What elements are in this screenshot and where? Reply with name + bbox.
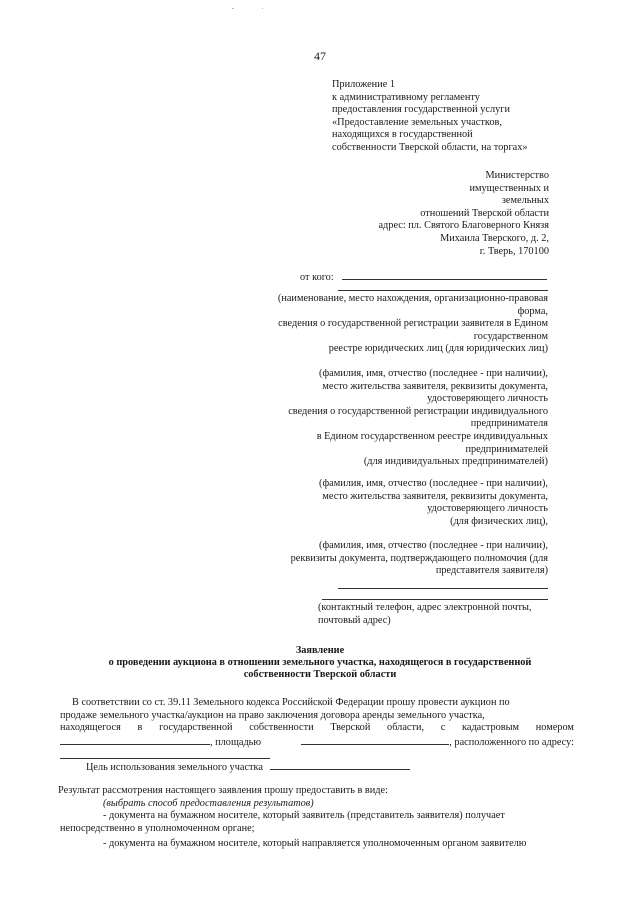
document-title: Заявление — [295, 645, 345, 656]
document-subtitle-2: собственности Тверской области — [243, 669, 397, 680]
representative-note — [291, 540, 548, 578]
scan-speck — [262, 8, 263, 9]
recipient-line: земельных — [501, 195, 549, 207]
note-line: (фамилия, имя, отчество (последнее - при наличии), — [319, 540, 548, 551]
note-line: сведения о государственной регистрации заявителя в Едином — [278, 318, 548, 330]
paragraph-line: В соответствии со ст. 39.11 Земельного кодекса Российской Федерации прошу провести аукцион по — [72, 697, 510, 708]
option-line: непосредственно в уполномоченном органе; — [60, 822, 255, 834]
legal-entity-note — [278, 293, 548, 356]
contact-field-line[interactable] — [338, 588, 548, 589]
note-line: (для физических лиц), — [450, 515, 548, 527]
recipient-line: Михаила Тверского, д. 2, — [440, 232, 549, 244]
contact-field-line-2[interactable] — [322, 599, 548, 600]
appendix-header — [332, 79, 592, 155]
note-line: место жительства заявителя, реквизиты документа, — [322, 490, 548, 502]
note-line: сведения о государственной регистрации индивидуального — [288, 405, 548, 417]
address-field[interactable] — [60, 749, 270, 759]
note-line: в Едином государственном реестре индивидуальных — [316, 430, 548, 442]
note-line: место жительства заявителя, реквизиты документа, — [322, 380, 548, 392]
entrepreneur-note — [288, 368, 548, 469]
appendix-line: к административному регламенту — [332, 91, 480, 103]
note-line: удостоверяющего личность — [427, 393, 548, 405]
paragraph-line: продаже земельного участка/аукцион на право заключения договора аренды земельного участка, — [60, 709, 485, 721]
from-field-line-2[interactable] — [338, 290, 548, 291]
note-line: предпринимателя — [470, 418, 548, 430]
appendix-line: предоставления государственной услуги — [332, 104, 510, 116]
purpose-row — [86, 760, 410, 775]
area-label: , площадью — [210, 736, 262, 748]
request-paragraph — [60, 697, 574, 764]
paragraph-line: находящегося в государственной собственности Тверской области, с кадастровым номером — [60, 722, 574, 734]
note-line: предпринимателей — [465, 443, 548, 455]
option-line: - документа на бумажном носителе, который заявитель (представитель заявителя) получает — [103, 810, 505, 822]
appendix-line: собственности Тверской области, на торгах» — [332, 141, 528, 153]
note-line: (контактный телефон, адрес электронной почты, — [318, 602, 532, 613]
option-line: - документа на бумажном носителе, который направляется уполномоченным органом заявителю — [103, 838, 527, 850]
note-line: реквизиты документа, подтверждающего полномочия (для — [290, 552, 548, 564]
appendix-line: Приложение 1 — [332, 79, 395, 90]
note-line: форма, — [517, 305, 548, 317]
purpose-field[interactable] — [270, 760, 410, 770]
recipient-line: имущественных и — [469, 182, 549, 194]
appendix-line: «Предоставление земельных участков, — [332, 116, 502, 128]
note-line: (фамилия, имя, отчество (последнее - при наличии), — [319, 478, 548, 489]
from-label: от кого: — [300, 272, 334, 283]
from-row — [300, 270, 547, 285]
from-field-line[interactable] — [342, 270, 547, 280]
result-section — [60, 785, 574, 851]
area-field[interactable] — [301, 735, 449, 745]
scan-speck — [232, 8, 234, 9]
note-line: (фамилия, имя, отчество (последнее - при наличии), — [319, 368, 548, 379]
address-label: , расположенного по адресу: — [449, 736, 574, 748]
note-line: почтовый адрес) — [318, 614, 391, 626]
contact-note — [318, 602, 550, 627]
recipient-line: адрес: пл. Святого Благоверного Князя — [378, 220, 549, 232]
individual-note — [319, 478, 548, 528]
page-number: 47 — [314, 49, 326, 63]
purpose-label: Цель использования земельного участка — [86, 762, 263, 773]
note-line: представителя заявителя) — [435, 565, 548, 577]
result-intro: Результат рассмотрения настоящего заявления прошу предоставить в виде: — [58, 785, 388, 796]
note-line: реестре юридических лиц (для юридических лиц) — [328, 343, 548, 355]
paragraph-line — [60, 735, 574, 750]
note-line: (для индивидуальных предпринимателей) — [363, 456, 548, 468]
result-hint: (выбрать способ предоставления результатов) — [103, 797, 314, 809]
note-line: (наименование, место нахождения, организационно-правовая — [277, 293, 548, 304]
recipient-line: г. Тверь, 170100 — [479, 245, 549, 257]
document-subtitle: о проведении аукциона в отношении земельного участка, находящегося в государственной — [108, 657, 532, 668]
cadastral-number-field[interactable] — [60, 735, 210, 745]
recipient-block — [378, 170, 549, 258]
recipient-line: отношений Тверской области — [420, 207, 549, 219]
note-line: государственном — [473, 330, 548, 342]
recipient-line: Министерство — [485, 170, 549, 181]
appendix-line: находящихся в государственной — [332, 129, 473, 141]
note-line: удостоверяющего личность — [427, 503, 548, 515]
